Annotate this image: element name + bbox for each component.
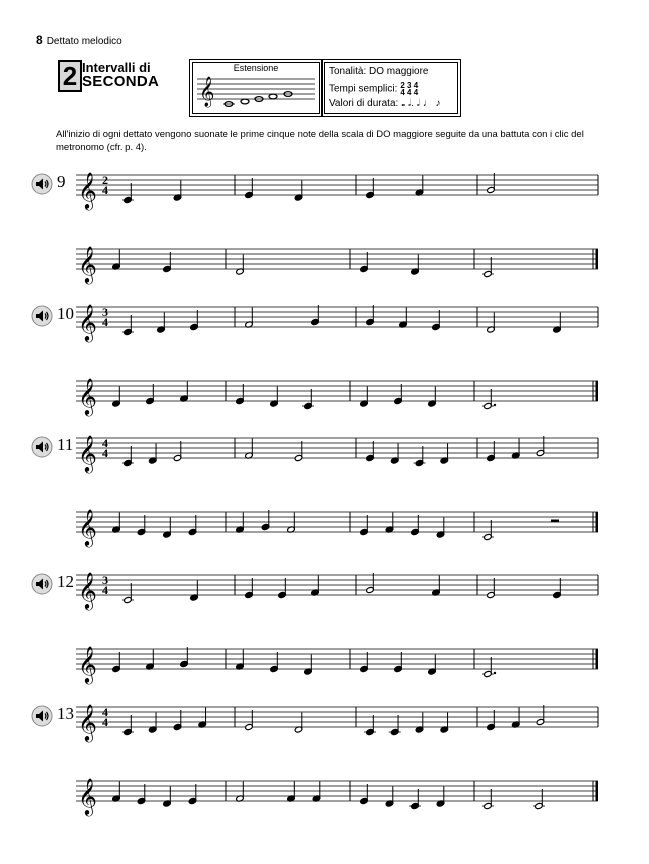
note-d: [190, 581, 198, 602]
note-f: [311, 576, 319, 597]
treble-clef-icon: 𝄞: [78, 571, 97, 609]
note-e: [112, 652, 120, 673]
info-box: [324, 62, 458, 114]
staff-11-line2: [0, 502, 649, 552]
note-f: [415, 176, 423, 197]
note-e: [487, 710, 495, 731]
note-e: [487, 441, 495, 462]
note-d: [173, 181, 181, 202]
note-f: [112, 782, 120, 803]
note-c: [482, 389, 496, 410]
note-f: [512, 439, 520, 460]
note-d: [440, 713, 448, 734]
treble-clef-icon: 𝄞: [78, 303, 97, 341]
note-f: [399, 308, 407, 329]
time-signature-top: 2: [102, 173, 108, 187]
note-e: [137, 515, 145, 536]
note-d: [440, 444, 448, 465]
dictation-number: 10: [57, 304, 74, 323]
staff-13-line1: [0, 697, 649, 747]
note-f: [287, 782, 295, 803]
treble-clef-icon: 𝄞: [78, 508, 97, 546]
note-g: [366, 305, 374, 326]
note-d: [157, 313, 165, 334]
note-d: [428, 387, 436, 408]
note-e: [360, 652, 368, 673]
page-number: 8: [36, 33, 43, 47]
note-c: [122, 446, 134, 467]
note-f: [146, 650, 154, 671]
note-f: [236, 513, 244, 534]
chapter-title-line1: Intervalli di: [82, 60, 151, 75]
note-g: [536, 705, 544, 726]
note-c: [414, 446, 426, 467]
note-e: [270, 652, 278, 673]
final-barline: [596, 381, 599, 401]
time-signature-top: 4: [102, 436, 108, 450]
dictation-number: 11: [57, 435, 74, 454]
note-d: [163, 518, 171, 539]
note-c: [389, 715, 401, 736]
note-d: [149, 713, 157, 734]
note-d: [436, 787, 444, 808]
note-d: [294, 713, 302, 734]
note-e: [137, 784, 145, 805]
note-e: [173, 710, 181, 731]
note-d: [415, 713, 423, 734]
note-g: [311, 305, 319, 326]
note-e: [294, 441, 302, 462]
final-barline: [596, 649, 599, 669]
final-barline: [596, 249, 599, 269]
treble-clef-icon: 𝄞: [78, 377, 97, 415]
note-g: [180, 647, 188, 668]
note-d: [163, 787, 171, 808]
note-d: [428, 655, 436, 676]
time-signature-bottom: 4: [102, 183, 108, 197]
final-barline: [596, 781, 599, 801]
staff-10-line2: [0, 371, 649, 421]
note-f: [180, 382, 188, 403]
note-f: [245, 439, 253, 460]
staff-9-line2: [0, 239, 649, 289]
note-values-icon: 𝅝 𝅗𝅥. 𝅗𝅥 ♩ ♪: [401, 98, 441, 109]
note-d: [385, 787, 393, 808]
note-g: [536, 436, 544, 457]
note-f: [198, 708, 206, 729]
note-c: [122, 183, 134, 204]
note-e: [245, 578, 253, 599]
treble-clef-icon: 𝄞: [78, 171, 97, 209]
note-d: [149, 444, 157, 465]
note-c: [482, 257, 494, 278]
note-d: [270, 387, 278, 408]
durations-label: Valori di durata:: [329, 98, 399, 109]
note-c: [533, 789, 545, 810]
note-f: [236, 650, 244, 671]
note-d: [487, 313, 495, 334]
treble-clef-icon: 𝄞: [78, 245, 97, 283]
durations-row: [329, 98, 441, 109]
note-c: [482, 520, 494, 541]
note-e: [278, 578, 286, 599]
staff-11-line1: [0, 428, 649, 478]
running-header: [36, 33, 122, 47]
dictation-number: 13: [57, 704, 74, 723]
intro-text: All'inizio di ogni dettato vengono suonate le prime cinque note della scala di DO maggiore seguite da una battuta con i clic del metronomo (cfr. p. 4).: [56, 129, 584, 153]
note-e: [163, 252, 171, 273]
note-f: [287, 513, 295, 534]
note-d: [236, 255, 244, 276]
note-e: [245, 710, 253, 731]
note-e: [487, 578, 495, 599]
time-signature-top: 3: [102, 573, 108, 587]
note-d: [112, 387, 120, 408]
staff-13-line2: [0, 771, 649, 821]
note-e: [366, 178, 374, 199]
time-signature-top: 4: [102, 705, 108, 719]
note-e: [188, 784, 196, 805]
range-box: [192, 62, 320, 114]
chapter-title-line2: SECONDA: [82, 73, 160, 90]
half-rest-icon: [551, 520, 559, 523]
note-d: [294, 181, 302, 202]
time-signatures-icon: 2 3 4 4 4 4: [400, 81, 419, 97]
note-d: [304, 655, 312, 676]
range-staff: [193, 63, 319, 113]
note-e: [432, 310, 440, 331]
note-c: [482, 657, 496, 678]
note-e: [366, 441, 374, 462]
staff-10-line1: [0, 297, 649, 347]
note-c: [122, 715, 134, 736]
chapter-number: 2: [58, 60, 82, 92]
note-c: [409, 789, 421, 810]
note-f: [312, 782, 320, 803]
note-e: [236, 384, 244, 405]
note-f: [385, 513, 393, 534]
note-d: [436, 518, 444, 539]
final-barline: [596, 512, 599, 532]
staff-12-line1: [0, 565, 649, 615]
note-f: [432, 576, 440, 597]
note-c: [482, 789, 494, 810]
note-e: [394, 652, 402, 673]
note-c: [122, 315, 134, 336]
note-f: [112, 513, 120, 534]
treble-clef-icon: 𝄞: [78, 777, 97, 815]
note-e: [360, 784, 368, 805]
note-f: [112, 250, 120, 271]
note-e: [394, 384, 402, 405]
staff-9-line1: [0, 165, 649, 215]
note-c: [122, 583, 134, 604]
note-g: [261, 510, 269, 531]
note-c: [364, 715, 376, 736]
staff-12-line2: [0, 639, 649, 689]
dictation-number: 12: [57, 572, 74, 591]
time-signatures-label: Tempi semplici:: [329, 83, 398, 95]
note-f: [245, 308, 253, 329]
note-g: [487, 173, 495, 194]
time-signature-bottom: 4: [102, 715, 108, 729]
time-signature-bottom: 4: [102, 583, 108, 597]
note-d: [391, 444, 399, 465]
note-d: [553, 313, 561, 334]
treble-clef-icon: 𝄞: [78, 434, 97, 472]
note-c: [302, 389, 314, 410]
dictation-number: 9: [57, 172, 66, 191]
note-e: [360, 515, 368, 536]
time-signatures-row: [329, 82, 418, 96]
note-e: [360, 252, 368, 273]
note-d: [411, 255, 419, 276]
treble-clef-icon: 𝄞: [78, 703, 97, 741]
note-e: [188, 515, 196, 536]
note-e: [173, 441, 181, 462]
treble-clef-icon: 𝄞: [78, 645, 97, 683]
note-f: [512, 708, 520, 729]
note-e: [553, 578, 561, 599]
note-e: [146, 384, 154, 405]
note-d: [360, 387, 368, 408]
range-caption: Estensione: [233, 63, 279, 73]
time-signature-bottom: 4: [102, 446, 108, 460]
section-title: Dettato melodico: [46, 36, 122, 47]
time-signature-bottom: 4: [102, 315, 108, 329]
treble-clef-icon: 𝄞: [199, 77, 215, 107]
note-e: [190, 310, 198, 331]
note-g: [366, 573, 374, 594]
time-signature-top: 3: [102, 305, 108, 319]
note-e: [245, 178, 253, 199]
tonality-text: Tonalità: DO maggiore: [329, 66, 429, 77]
note-e: [411, 515, 419, 536]
note-f: [236, 782, 244, 803]
